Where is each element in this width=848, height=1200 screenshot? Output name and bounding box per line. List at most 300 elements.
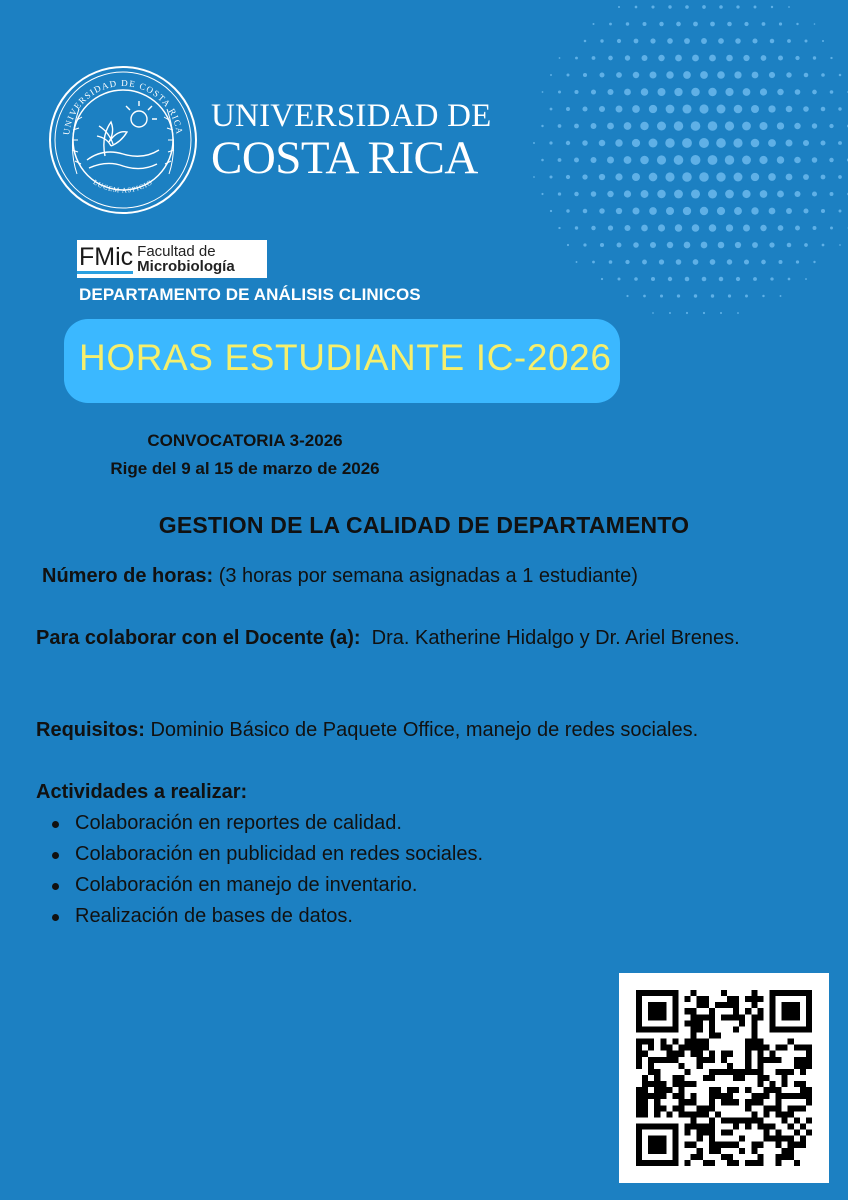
decorative-dot xyxy=(668,5,671,8)
decorative-dot xyxy=(607,123,614,130)
decorative-dot xyxy=(725,121,734,130)
decorative-dot xyxy=(804,243,808,247)
decorative-dot xyxy=(709,55,716,62)
decorative-dot xyxy=(786,174,793,181)
decorative-dot xyxy=(674,155,684,165)
call-validity: Rige del 9 al 15 de marzo de 2026 xyxy=(110,459,380,478)
decorative-dot xyxy=(676,259,682,265)
decorative-dot xyxy=(709,224,717,232)
decorative-dot xyxy=(830,227,833,230)
decorative-dot xyxy=(660,294,663,297)
decorative-dot xyxy=(674,121,683,130)
decorative-dot xyxy=(829,124,833,128)
call-number: CONVOCATORIA 3-2026 xyxy=(147,431,343,450)
decorative-dot xyxy=(676,22,681,27)
decorative-dot xyxy=(691,155,701,165)
decorative-dot xyxy=(821,107,826,112)
decorative-dot xyxy=(583,209,588,214)
decorative-dot xyxy=(624,122,632,130)
decorative-dot xyxy=(830,90,834,94)
decorative-dot xyxy=(624,190,631,197)
decorative-dot xyxy=(566,141,570,145)
decorative-dot xyxy=(744,259,749,264)
decorative-dot xyxy=(804,73,809,78)
decorative-dot xyxy=(591,191,597,197)
decorative-dot xyxy=(803,140,809,146)
decorative-dot xyxy=(640,156,649,165)
decorative-dot xyxy=(821,209,825,213)
decorative-dot xyxy=(674,88,682,96)
decorative-dot xyxy=(762,295,764,297)
decorative-dot xyxy=(839,74,842,77)
decorative-dot xyxy=(788,278,791,281)
qr-code[interactable] xyxy=(619,973,829,1183)
decorative-dot xyxy=(813,261,815,263)
decorative-dot xyxy=(566,107,570,111)
decorative-dot xyxy=(675,224,682,231)
activity-item: Colaboración en manejo de inventario. xyxy=(36,870,483,901)
decorative-dot xyxy=(682,104,691,113)
decorative-dot xyxy=(649,207,657,215)
decorative-dot xyxy=(668,277,672,281)
decorative-dot xyxy=(751,105,759,113)
decorative-dot xyxy=(640,122,648,130)
decorative-dot xyxy=(805,40,808,43)
decorative-dot xyxy=(608,225,613,230)
decorative-dot xyxy=(609,260,613,264)
decorative-dot xyxy=(734,207,742,215)
decorative-dot xyxy=(788,6,790,8)
decorative-dot xyxy=(769,72,775,78)
decorative-dot xyxy=(650,38,655,43)
decorative-dot xyxy=(666,105,675,114)
decorative-dot xyxy=(575,57,578,60)
decorative-dot xyxy=(699,104,708,113)
svg-text:UNIVERSIDAD DE COSTA RICA xyxy=(61,78,185,136)
decorative-dot xyxy=(549,141,552,144)
decorative-dot xyxy=(786,72,791,77)
decorative-dot xyxy=(760,190,768,198)
decorative-dot xyxy=(665,138,674,147)
decorative-dot xyxy=(558,227,560,229)
decorative-dot xyxy=(607,157,614,164)
decorative-dot xyxy=(542,91,544,93)
decorative-dot xyxy=(759,122,767,130)
decorative-dot xyxy=(667,38,673,44)
faculty-abbreviation: FMic xyxy=(77,245,133,274)
decorative-dot xyxy=(760,225,766,231)
decorative-dot xyxy=(659,22,663,26)
decorative-dot xyxy=(737,312,739,314)
decorative-dot xyxy=(591,89,596,94)
decorative-dot xyxy=(838,107,841,110)
decorative-dot xyxy=(633,72,640,79)
decorative-dot xyxy=(633,242,639,248)
decorative-dot xyxy=(719,5,723,9)
activity-item: Realización de bases de datos. xyxy=(36,901,483,932)
decorative-dot xyxy=(624,89,631,96)
decorative-dot xyxy=(780,295,782,297)
decorative-dot xyxy=(625,260,629,264)
decorative-dot xyxy=(727,22,732,27)
decorative-dot xyxy=(617,39,621,43)
decorative-dot xyxy=(641,190,649,198)
decorative-dot xyxy=(734,71,741,78)
requirements-label: Requisitos: xyxy=(36,719,145,741)
decorative-dot xyxy=(583,243,586,246)
activities-list xyxy=(36,808,483,932)
decorative-dot xyxy=(626,22,629,25)
decorative-dot xyxy=(736,277,740,281)
decorative-dot xyxy=(771,6,773,8)
decorative-dot xyxy=(744,22,748,26)
decorative-dot xyxy=(787,243,792,248)
decorative-dot xyxy=(821,73,825,77)
decorative-dot xyxy=(558,158,562,162)
decorative-dot xyxy=(682,172,691,181)
decorative-dot xyxy=(718,242,725,249)
decorative-dot xyxy=(718,38,724,44)
decorative-dot xyxy=(550,74,552,76)
decorative-dot xyxy=(821,141,826,146)
decorative-dot xyxy=(838,175,842,179)
decorative-dot xyxy=(634,277,638,281)
decorative-dot xyxy=(708,121,718,131)
decorative-dot xyxy=(743,55,749,61)
decorative-dot xyxy=(686,312,688,314)
decorative-dot xyxy=(558,124,562,128)
decorative-dot xyxy=(786,106,793,113)
decorative-dot xyxy=(752,242,758,248)
decorative-dot xyxy=(699,172,709,182)
decorative-dot xyxy=(600,39,603,42)
decorative-dot xyxy=(617,243,622,248)
requirements-paragraph xyxy=(36,715,698,746)
decorative-dot xyxy=(683,207,691,215)
decorative-dot xyxy=(830,192,834,196)
decorative-dot xyxy=(566,175,570,179)
decorative-dot xyxy=(684,38,690,44)
decorative-dot xyxy=(754,6,757,9)
decorative-dot xyxy=(726,55,733,62)
decorative-dot xyxy=(803,106,809,112)
decorative-dot xyxy=(659,259,664,264)
decorative-dot xyxy=(752,72,759,79)
university-name-line2: COSTA RICA xyxy=(211,132,478,184)
decorative-dot xyxy=(607,191,613,197)
decorative-dot xyxy=(751,207,758,214)
decorative-dot xyxy=(599,208,605,214)
decorative-dot xyxy=(592,56,596,60)
seal-top-text: UNIVERSIDAD DE COSTA RICA xyxy=(61,77,185,136)
decorative-dot xyxy=(728,294,731,297)
decorative-dot xyxy=(550,210,552,212)
decorative-dot xyxy=(590,157,596,163)
decorative-dot xyxy=(675,55,682,62)
decorative-dot xyxy=(760,88,767,95)
decorative-dot xyxy=(794,191,800,197)
decorative-dot xyxy=(685,277,690,282)
decorative-dot xyxy=(582,106,587,111)
decorative-dot xyxy=(618,278,621,281)
decorative-dot xyxy=(794,157,801,164)
seal-motto: LUCEM ASPICIO xyxy=(91,178,155,195)
decorative-dot xyxy=(533,176,535,178)
decorative-dot xyxy=(575,226,578,229)
decorative-dot xyxy=(803,208,808,213)
decorative-dot xyxy=(583,73,587,77)
decorative-dot xyxy=(601,278,603,280)
decorative-dot xyxy=(576,261,578,263)
decorative-dot xyxy=(541,125,543,127)
decorative-dot xyxy=(733,138,742,147)
decorative-dot xyxy=(751,139,760,148)
decorative-dot xyxy=(759,156,767,164)
decorative-dot xyxy=(591,123,597,129)
decorative-dot xyxy=(778,55,783,60)
decorative-dot xyxy=(742,156,751,165)
decorative-dot xyxy=(584,40,587,43)
decorative-dot xyxy=(669,312,671,314)
decorative-dot xyxy=(685,5,689,9)
decorative-dot xyxy=(795,56,799,60)
decorative-dot xyxy=(813,226,817,230)
decorative-dot xyxy=(683,71,691,79)
decorative-dot xyxy=(710,22,715,27)
decorative-dot xyxy=(716,172,725,181)
decorative-dot xyxy=(615,173,622,180)
decorative-dot xyxy=(657,155,666,164)
decorative-dot xyxy=(616,208,622,214)
decorative-dot xyxy=(600,243,604,247)
decorative-dot xyxy=(751,173,759,181)
decorative-dot xyxy=(574,124,579,129)
decorative-dot xyxy=(608,56,613,61)
decorative-dot xyxy=(684,242,691,249)
decorative-dot xyxy=(768,105,775,112)
decorative-dot xyxy=(768,139,776,147)
decorative-dot xyxy=(607,89,613,95)
collaborate-label: Para colaborar con el Docente (a): xyxy=(36,627,361,649)
decorative-dot xyxy=(692,55,699,62)
decorative-dot xyxy=(717,207,725,215)
hours-paragraph xyxy=(42,561,638,592)
decorative-dot xyxy=(787,39,791,43)
decorative-dot xyxy=(558,91,561,94)
decorative-dot xyxy=(599,140,606,147)
decorative-dot xyxy=(625,55,630,60)
decorative-dot xyxy=(682,138,692,148)
decorative-dot xyxy=(694,294,697,297)
decorative-dot xyxy=(657,190,665,198)
decorative-dot xyxy=(624,225,630,231)
decorative-dot xyxy=(830,57,832,59)
decorative-dot xyxy=(674,190,683,199)
decorative-dot xyxy=(618,6,620,8)
decorative-dot xyxy=(701,38,707,44)
decorative-dot xyxy=(717,105,726,114)
decorative-dot xyxy=(743,88,751,96)
decorative-dot xyxy=(812,191,817,196)
decorative-dot xyxy=(796,23,798,25)
decorative-dot xyxy=(641,88,648,95)
decorative-dot xyxy=(716,138,726,148)
decorative-dot xyxy=(691,88,700,97)
decorative-dot xyxy=(839,210,842,213)
decorative-dot xyxy=(717,71,725,79)
decorative-dot xyxy=(650,242,656,248)
decorative-dot xyxy=(821,175,826,180)
decorative-dot xyxy=(700,71,708,79)
decorative-dot xyxy=(786,208,792,214)
decorative-dot xyxy=(641,225,648,232)
decorative-dot xyxy=(566,209,569,212)
decorative-dot xyxy=(692,224,700,232)
decorative-dot xyxy=(822,40,824,42)
decorative-dot xyxy=(657,122,666,131)
decorative-dot xyxy=(769,242,774,247)
decorative-dot xyxy=(642,22,646,26)
university-name-line1: UNIVERSIDAD DE xyxy=(211,98,492,134)
decorative-dot xyxy=(658,88,666,96)
decorative-dot xyxy=(839,244,841,246)
decorative-dot xyxy=(700,207,708,215)
decorative-dot xyxy=(735,242,741,248)
decorative-dot xyxy=(582,140,588,146)
decorative-dot xyxy=(616,106,623,113)
decorative-dot xyxy=(624,156,632,164)
department-name: DEPARTAMENTO DE ANÁLISIS CLINICOS xyxy=(79,285,421,304)
decorative-dot xyxy=(667,242,673,248)
decorative-dot xyxy=(666,71,673,78)
decorative-dot xyxy=(691,121,701,131)
decorative-dot xyxy=(742,190,750,198)
decorative-dot xyxy=(736,5,739,8)
decorative-dot xyxy=(574,90,578,94)
decorative-dot xyxy=(726,224,733,231)
decorative-dot xyxy=(795,89,801,95)
decorative-dot xyxy=(699,138,709,148)
decorative-dot xyxy=(541,159,544,162)
decorative-dot xyxy=(734,173,743,182)
decorative-dot xyxy=(812,157,818,163)
decorative-dot xyxy=(632,105,640,113)
decorative-dot xyxy=(711,294,714,297)
decorative-dot xyxy=(734,105,743,114)
decorative-dot xyxy=(769,208,776,215)
decorative-dot xyxy=(649,105,657,113)
decorative-dot xyxy=(658,55,664,61)
decorative-dot xyxy=(600,73,605,78)
decorative-dot xyxy=(701,242,708,249)
decorative-dot xyxy=(677,294,680,297)
decorative-dot xyxy=(559,57,561,59)
decorative-dot xyxy=(785,139,792,146)
section-title: GESTION DE LA CALIDAD DE DEPARTAMENTO xyxy=(158,512,690,538)
decorative-dot xyxy=(770,39,775,44)
decorative-dot xyxy=(592,23,594,25)
decorative-dot xyxy=(768,173,776,181)
decorative-dot xyxy=(632,139,640,147)
decorative-dot xyxy=(777,156,784,163)
university-name xyxy=(211,100,492,182)
headline-title: HORAS ESTUDIANTE IC-2026 xyxy=(79,337,612,378)
decorative-dot xyxy=(742,122,751,131)
activity-item: Colaboración en reportes de calidad. xyxy=(36,808,483,839)
decorative-dot xyxy=(708,155,718,165)
decorative-dot xyxy=(649,173,658,182)
decorative-dot xyxy=(574,192,578,196)
decorative-dot xyxy=(591,226,595,230)
qr-code-icon xyxy=(636,990,812,1166)
decorative-dot xyxy=(691,189,700,198)
hours-value: (3 horas por semana asignadas a 1 estudiante) xyxy=(218,565,638,587)
decorative-dot xyxy=(725,88,733,96)
decorative-dot xyxy=(829,158,833,162)
decorative-dot xyxy=(642,55,648,61)
decorative-dot xyxy=(777,122,784,129)
decorative-dot xyxy=(813,56,816,59)
decorative-dot xyxy=(702,277,707,282)
decorative-dot xyxy=(592,261,595,264)
decorative-dot xyxy=(632,173,640,181)
decorative-dot xyxy=(634,39,639,44)
decorative-dot xyxy=(743,225,750,232)
decorative-dot xyxy=(616,72,622,78)
decorative-dot xyxy=(735,38,741,44)
decorative-dot xyxy=(777,191,784,198)
decorative-dot xyxy=(693,22,698,27)
activities-label: Actividades a realizar: xyxy=(36,781,248,803)
decorative-dot xyxy=(649,71,656,78)
decorative-dot xyxy=(812,123,817,128)
decorative-dot xyxy=(720,312,722,314)
decorative-dot xyxy=(725,155,734,164)
decorative-dot xyxy=(761,55,767,61)
decorative-dot xyxy=(643,295,646,298)
decorative-dot xyxy=(541,193,543,195)
decorative-dot xyxy=(574,158,579,163)
decorative-dot xyxy=(796,260,799,263)
decorative-dot xyxy=(626,295,628,297)
decorative-dot xyxy=(752,38,757,43)
decorative-dot xyxy=(642,260,647,265)
decorative-dot xyxy=(666,207,674,215)
decorative-dot xyxy=(635,6,638,9)
decorative-dot xyxy=(609,23,612,26)
decorative-dot xyxy=(779,22,782,25)
hours-label: Número de horas: xyxy=(42,565,214,587)
decorative-dot xyxy=(708,190,717,199)
faculty-name-line1: Facultad de xyxy=(137,243,216,260)
decorative-dot xyxy=(615,139,622,146)
decorative-dot xyxy=(778,225,784,231)
decorative-dot xyxy=(558,192,561,195)
decorative-dot xyxy=(652,312,654,314)
decorative-dot xyxy=(710,259,716,265)
decorative-dot xyxy=(805,278,807,280)
decorative-dot xyxy=(582,174,587,179)
decorative-dot xyxy=(658,224,665,231)
decorative-dot xyxy=(599,106,605,112)
decorative-dot xyxy=(794,123,800,129)
decorative-dot xyxy=(822,244,825,247)
decorative-dot xyxy=(779,260,783,264)
collaborate-paragraph xyxy=(36,623,806,654)
decorative-dot xyxy=(745,295,748,298)
decorative-dot xyxy=(803,174,809,180)
decorative-dot xyxy=(549,175,552,178)
